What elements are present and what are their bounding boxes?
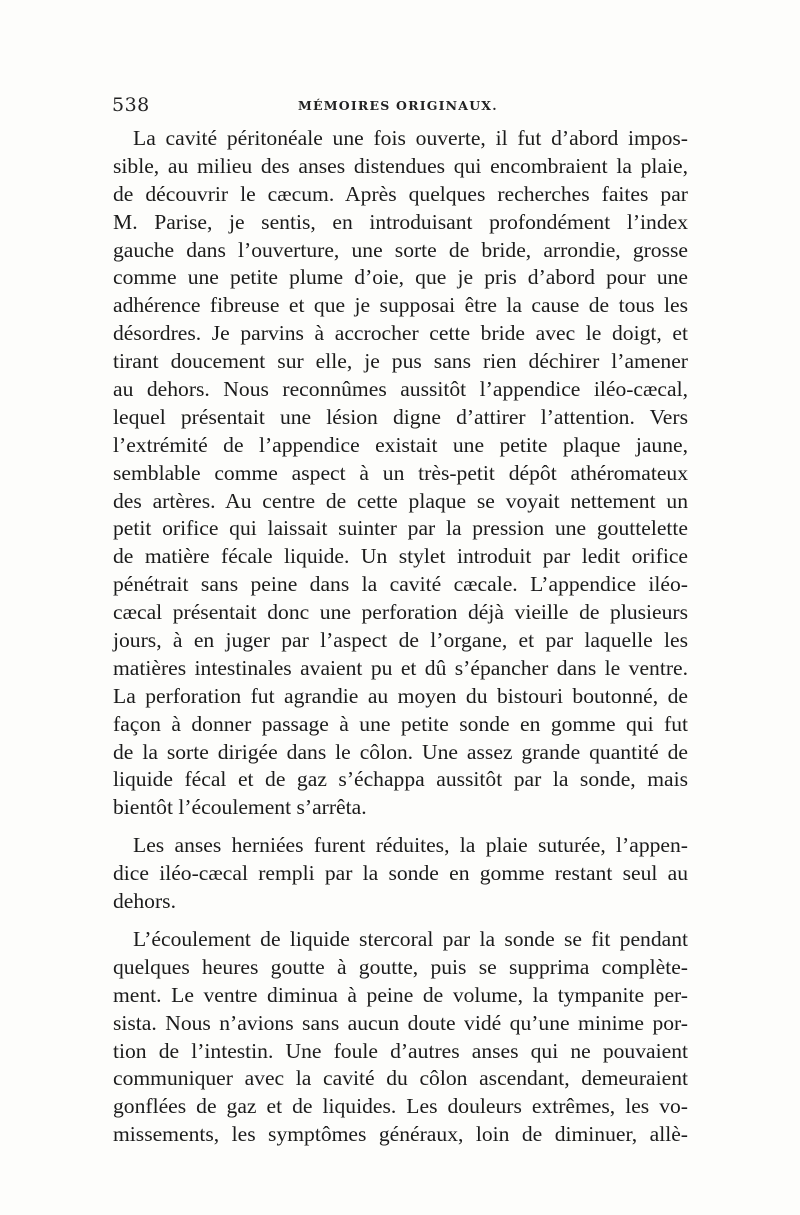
text-line: des artères. Au centre de cette plaque se voyait nettement un <box>113 488 688 513</box>
text-line: sible, au milieu des anses distendues qui encombraient la plaie, <box>113 153 688 178</box>
text-line: L’écoulement de liquide stercoral par la sonde se fit pendant <box>133 926 688 951</box>
text-line: adhérence fibreuse et que je supposai être la cause de tous les <box>113 293 688 318</box>
text-line: dehors. <box>113 889 176 914</box>
text-line: pénétrait sans peine dans la cavité cæcale. L’appendice iléo- <box>113 572 688 597</box>
text-line: tion de l’intestin. Une foule d’autres anses qui ne pouvaient <box>113 1038 688 1063</box>
paragraph <box>113 125 688 822</box>
text-line: communiquer avec la cavité du côlon ascendant, demeuraient <box>113 1066 688 1091</box>
text-line: désordres. Je parvins à accrocher cette bride avec le doigt, et <box>113 321 688 346</box>
text-line: gonflées de gaz et de liquides. Les douleurs extrêmes, les vo- <box>113 1094 688 1119</box>
text-line: de découvrir le cæcum. Après quelques recherches faites par <box>113 181 688 206</box>
text-line: matières intestinales avaient pu et dû s’épancher dans le ventre. <box>113 655 688 680</box>
text-line: lequel présentait une lésion digne d’attirer l’attention. Vers <box>113 404 688 429</box>
text-line: dice iléo-cæcal rempli par la sonde en gomme restant seul au <box>113 861 688 886</box>
text-line: Les anses herniées furent réduites, la plaie suturée, l’appen- <box>133 833 688 858</box>
running-head <box>112 94 692 118</box>
text-line: petit orifice qui laissait suinter par la pression une gouttelette <box>113 516 688 541</box>
text-line: jours, à en juger par l’aspect de l’organe, et par laquelle les <box>113 628 688 653</box>
text-line: façon à donner passage à une petite sonde en gomme qui fut <box>113 711 688 736</box>
text-line: au dehors. Nous reconnûmes aussitôt l’appendice iléo-cæcal, <box>113 377 688 402</box>
text-line: ment. Le ventre diminua à peine de volume, la tympanite per- <box>113 982 688 1007</box>
text-line: La cavité péritonéale une fois ouverte, il fut d’abord impos- <box>133 126 688 150</box>
text-line: semblable comme aspect à un très-petit dépôt athéromateux <box>113 460 688 485</box>
text-line: gauche dans l’ouverture, une sorte de bride, arrondie, grosse <box>113 237 688 262</box>
text-line: cæcal présentait donc une perforation déjà vieille de plusieurs <box>113 600 688 625</box>
text-line: M. Parise, je sentis, en introduisant profondément l’index <box>113 209 688 234</box>
text-line: de la sorte dirigée dans le côlon. Une assez grande quantité de <box>113 739 688 764</box>
text-line: sista. Nous n’avions sans aucun doute vidé qu’une minime por- <box>113 1010 688 1035</box>
text-line: La perforation fut agrandie au moyen du bistouri boutonné, de <box>113 683 688 708</box>
text-line: missements, les symptômes généraux, loin de diminuer, allè- <box>113 1122 688 1147</box>
body-text <box>113 125 688 1159</box>
text-line: l’extrémité de l’appendice existait une petite plaque jaune, <box>113 432 688 457</box>
paragraph <box>113 832 688 916</box>
paragraph <box>113 926 688 1149</box>
text-line: quelques heures goutte à goutte, puis se supprima complète- <box>113 954 688 979</box>
running-title: MÉMOIRES ORIGINAUX. <box>298 98 498 113</box>
text-line: comme une petite plume d’oie, que je pris d’abord pour une <box>113 265 688 290</box>
text-line: bientôt l’écoulement s’arrêta. <box>113 795 367 820</box>
text-line: de matière fécale liquide. Un stylet introduit par ledit orifice <box>113 544 688 569</box>
page-number: 538 <box>112 94 150 116</box>
text-line: tirant doucement sur elle, je pus sans rien déchirer l’amener <box>113 349 688 374</box>
text-line: liquide fécal et de gaz s’échappa aussitôt par la sonde, mais <box>113 767 688 792</box>
